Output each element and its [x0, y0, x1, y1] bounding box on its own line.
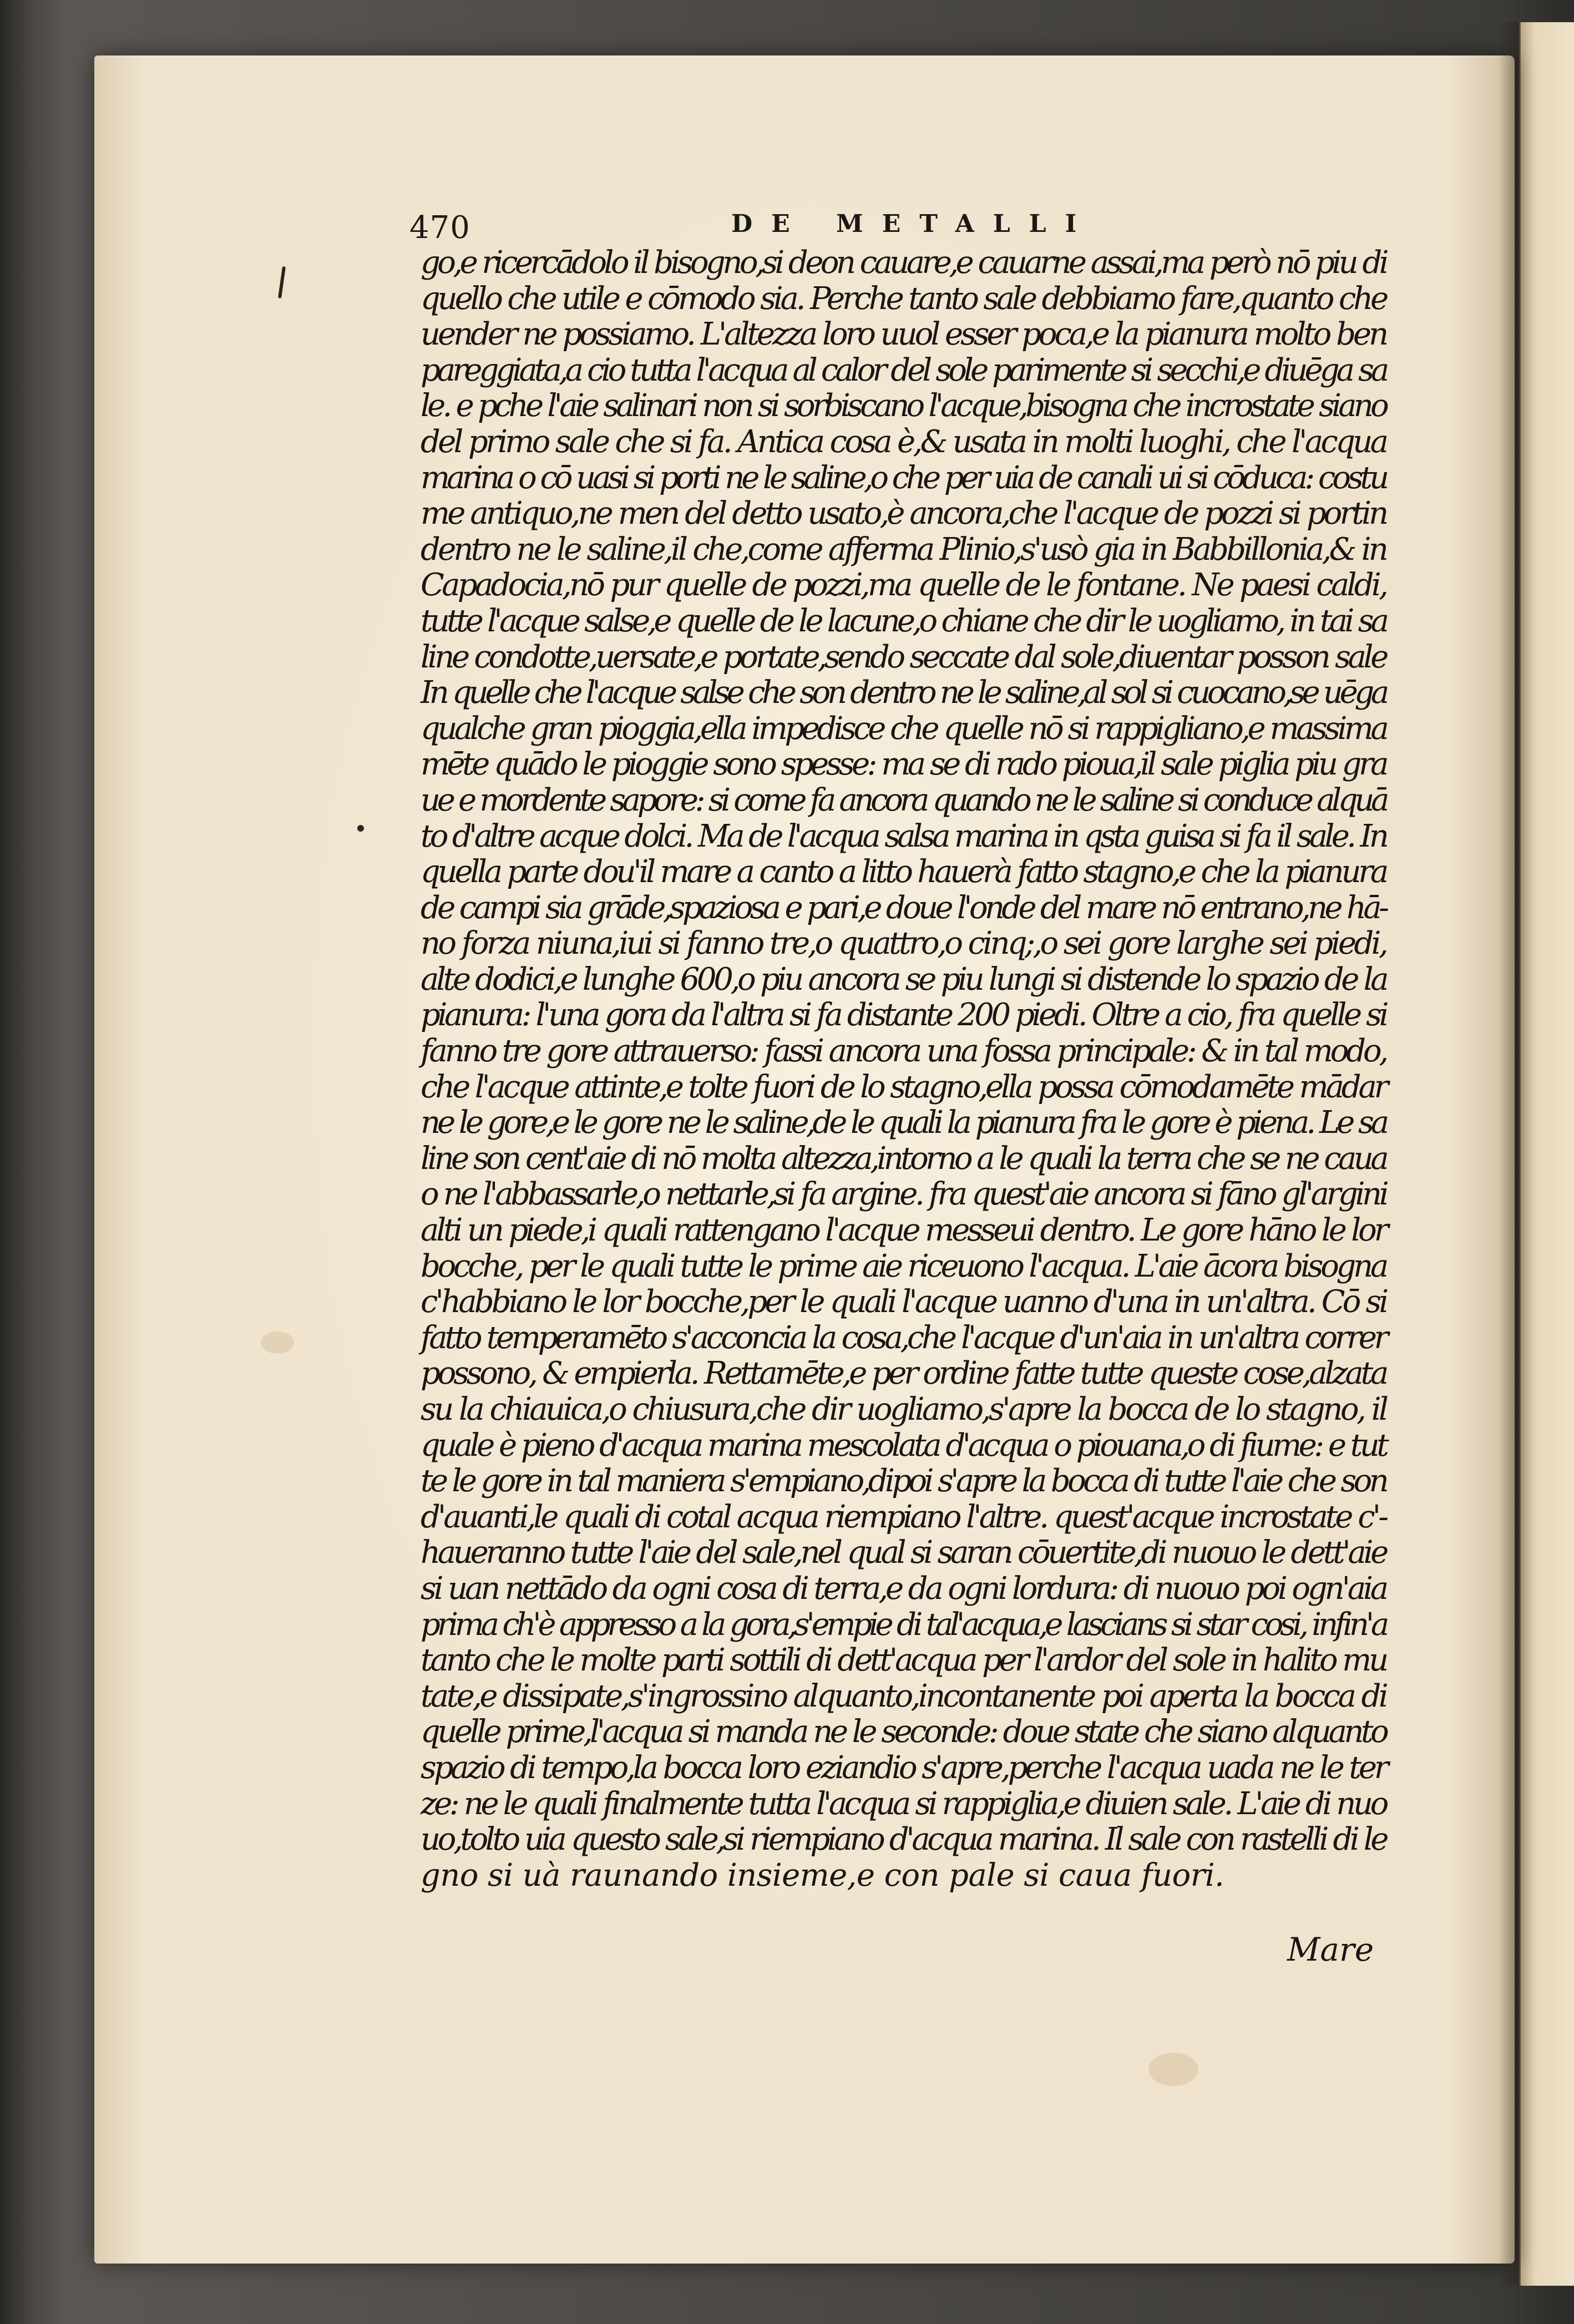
text-line: de campi sia grāde,spaziosa e pari,e doue l'onde del mare nō entrano,ne hā-: [421, 889, 1386, 926]
foxing-spot: [261, 1331, 294, 1354]
text-line: te le gore in tal maniera s'empiano,dipoi s'apre la bocca di tutte l'aie che son: [421, 1463, 1386, 1500]
text-line: del primo sale che si fa. Antica cosa è,& usata in molti luoghi, che l'acqua: [421, 423, 1386, 460]
text-line: prima ch'è appresso a la gora,s'empie di tal'acqua,e lascians si star cosi, infin'a: [421, 1606, 1386, 1643]
page-number: 470: [409, 210, 470, 246]
text-line: tate,e dissipate,s'ingrossino alquanto,incontanente poi aperta la bocca di: [421, 1678, 1386, 1714]
text-line: uender ne possiamo. L'altezza loro uuol esser poca,e la pianura molto ben: [421, 316, 1386, 353]
catchword: Mare: [1287, 1931, 1374, 1968]
text-line: su la chiauica,o chiusura,che dir uogliamo,s'apre la bocca de lo stagno, il: [421, 1391, 1386, 1427]
text-line: che l'acque attinte,e tolte fuori de lo stagno,ella possa cōmodamēte mādar: [421, 1069, 1386, 1105]
text-line: Capadocia,nō pur quelle de pozzi,ma quelle de le fontane. Ne paesi caldi,: [421, 567, 1386, 604]
text-line: gno si uà raunando insieme,e con pale si caua fuori.: [421, 1857, 1224, 1893]
text-line: le. e pche l'aie salinari non si sorbiscano l'acque,bisogna che incrostate siano: [421, 388, 1386, 424]
text-line: qualche gran pioggia,ella impedisce che quelle nō si rappigliano,e massima: [421, 710, 1386, 747]
margin-ink-dot: [357, 825, 364, 832]
text-line: d'auanti,le quali di cotal acqua riempiano l'altre. quest'acque incrostate c'-: [421, 1498, 1386, 1535]
text-line: possono, & empierla. Rettamēte,e per ordine fatte tutte queste cose,alzata: [421, 1355, 1386, 1392]
text-line: pareggiata,a cio tutta l'acqua al calor del sole parimente si secchi,e diuēga sa: [421, 352, 1386, 388]
text-line: quelle prime,l'acqua si manda ne le seconde: doue state che siano alquanto: [421, 1714, 1386, 1750]
text-line: bocche, per le quali tutte le prime aie riceuono l'acqua. L'aie ācora bisogna: [421, 1248, 1386, 1284]
text-line: line condotte,uersate,e portate,sendo seccate dal sole,diuentar posson sale: [421, 639, 1386, 675]
foxing-spot: [1148, 2053, 1198, 2086]
text-line: spazio di tempo,la bocca loro eziandio s'apre,perche l'acqua uada ne le ter: [421, 1749, 1386, 1786]
text-line: line son cent'aie di nō molta altezza,intorno a le quali la terra che se ne caua: [421, 1140, 1386, 1177]
text-line: si uan nettādo da ogni cosa di terra,e da ogni lordura: di nuouo poi ogn'aia: [421, 1570, 1386, 1607]
page-header: [409, 210, 1408, 249]
text-line: ze: ne le quali finalmente tutta l'acqua si rappiglia,e diuien sale. L'aie di nuo: [421, 1785, 1386, 1822]
text-line: c'habbiano le lor bocche,per le quali l'acque uanno d'una in un'altra. Cō si: [421, 1284, 1386, 1320]
text-line: dentro ne le saline,il che,come afferma Plinio,s'usò gia in Babbillonia,& in: [421, 531, 1386, 568]
text-line: uo,tolto uia questo sale,si riempiano d'acqua marina. Il sale con rastelli di le: [421, 1821, 1386, 1858]
text-line: pianura: l'una gora da l'altra si fa distante 200 piedi. Oltre a cio, fra quelle si: [421, 997, 1386, 1034]
text-line: tanto che le molte parti sottili di dett'acqua per l'ardor del sole in halito mu: [421, 1642, 1386, 1679]
text-line: quello che utile e cōmodo sia. Perche tanto sale debbiamo fare,quanto che: [421, 280, 1386, 317]
text-line: marina o cō uasi si porti ne le saline,o che per uia de canali ui si cōduca: costu: [421, 459, 1386, 496]
text-line: mēte quādo le pioggie sono spesse: ma se di rado pioua,il sale piglia piu gra: [421, 746, 1386, 783]
text-line: haueranno tutte l'aie del sale,nel qual si saran cōuertite,di nuouo le dett'aie: [421, 1535, 1386, 1571]
text-line: alti un piede,i quali rattengano l'acque messeui dentro. Le gore hāno le lor: [421, 1212, 1386, 1249]
text-line: me antiquo,ne men del detto usato,è ancora,che l'acque de pozzi si portin: [421, 495, 1386, 532]
text-line: go,e ricercādolo il bisogno,si deon cauare,e cauarne assai,ma però nō piu di: [421, 245, 1386, 281]
text-line: ue e mordente sapore: si come fa ancora quando ne le saline si conduce alquā: [421, 782, 1386, 818]
facing-page-edge: [1519, 22, 1574, 2286]
text-line: tutte l'acque salse,e quelle de le lacune,o chiane che dir le uogliamo, in tai sa: [421, 602, 1386, 639]
text-line: fanno tre gore attrauerso: fassi ancora una fossa principale: & in tal modo,: [421, 1033, 1386, 1070]
text-line: ne le gore,e le gore ne le saline,de le quali la pianura fra le gore è piena. Le sa: [421, 1105, 1386, 1141]
text-line: In quelle che l'acque salse che son dentro ne le saline,al sol si cuocano,se uēga: [421, 675, 1386, 711]
text-line: quella parte dou'il mare a canto a litto hauerà fatto stagno,e che la pianura: [421, 854, 1386, 890]
body-text: [421, 245, 1386, 1893]
text-line: to d'altre acque dolci. Ma de l'acqua salsa marina in qsta guisa si fa il sale. In: [421, 818, 1386, 854]
gutter-shadow: [1498, 22, 1520, 2286]
running-head: DE METALLI: [731, 210, 1096, 238]
text-line: fatto temperamēto s'acconcia la cosa,che l'acque d'un'aia in un'altra correr: [421, 1319, 1386, 1356]
text-line: quale è pieno d'acqua marina mescolata d'acqua o piouana,o di fiume: e tut: [421, 1427, 1386, 1464]
text-line: no forza niuna,iui si fanno tre,o quattro,o cinq;,o sei gore larghe sei piedi,: [421, 925, 1386, 962]
text-line: o ne l'abbassarle,o nettarle,si fa argine. fra quest'aie ancora si fāno gl'argini: [421, 1176, 1386, 1213]
text-line: alte dodici,e lunghe 600,o piu ancora se piu lungi si distende lo spazio de la: [421, 961, 1386, 998]
